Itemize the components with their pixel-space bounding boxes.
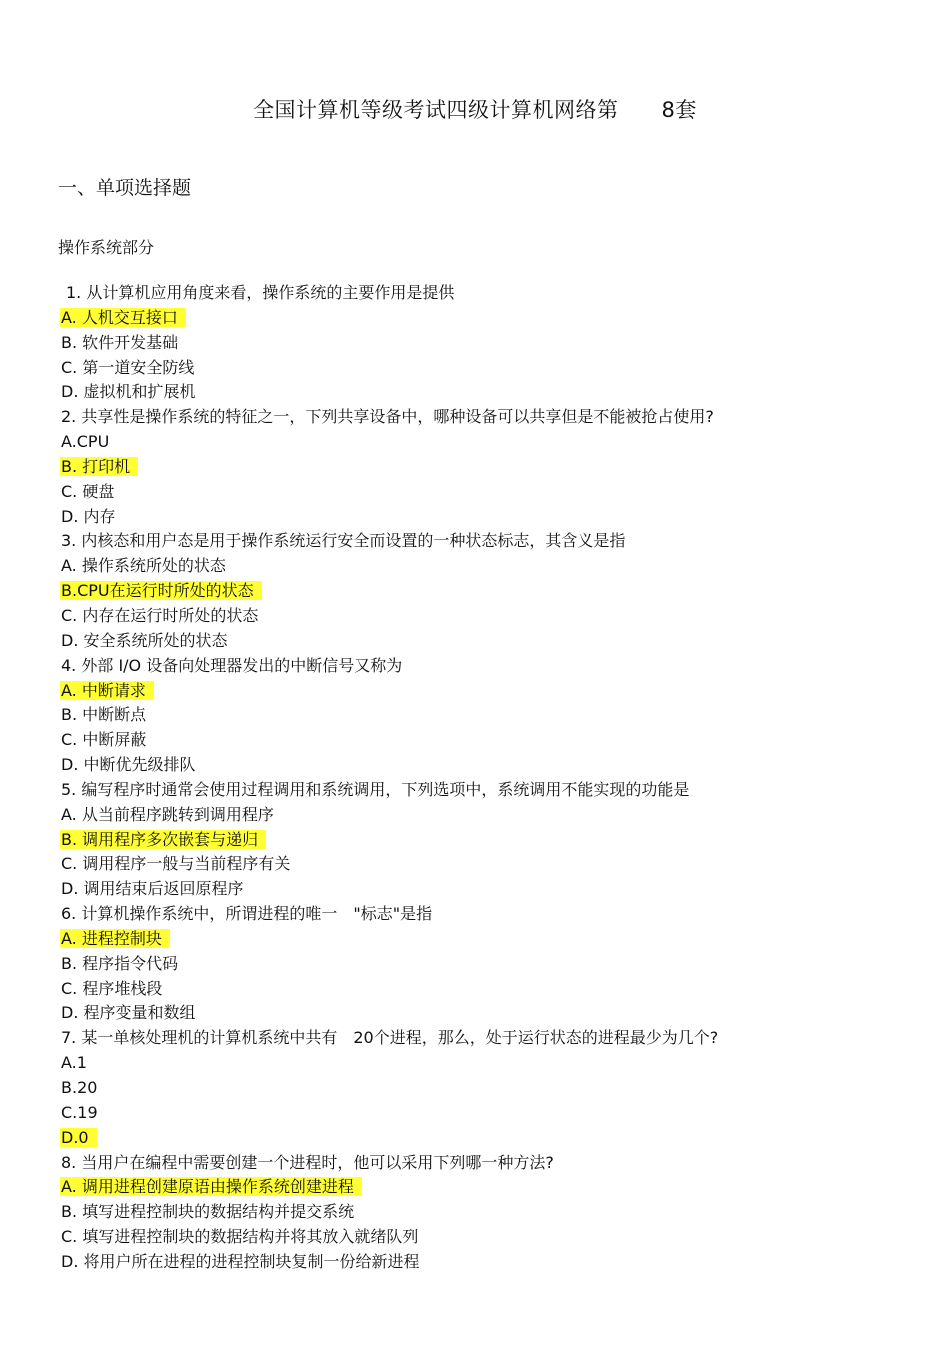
highlighted-answer: A. 调用进程创建原语由操作系统创建进程: [60, 1177, 362, 1196]
answer-option: [61, 1101, 921, 1126]
option-text: C. 硬盘: [61, 481, 115, 501]
option-text: D. 安全系统所处的状态: [61, 630, 228, 650]
answer-option: [61, 331, 921, 356]
highlighted-answer: A. 人机交互接口: [60, 308, 186, 327]
question-text: 7. 某一单核处理机的计算机系统中共有 20个进程，那么，处于运行状态的进程最少为几个?: [61, 1028, 719, 1048]
answer-option: [61, 703, 921, 728]
option-text: B. 填写进程控制块的数据结构并提交系统: [61, 1202, 355, 1222]
option-text: C. 程序堆栈段: [61, 978, 163, 998]
answer-option: [61, 380, 921, 405]
answer-option: [61, 505, 921, 530]
answer-option: [61, 1001, 921, 1026]
option-text: D. 调用结束后返回原程序: [61, 879, 244, 899]
option-text: C. 填写进程控制块的数据结构并将其放入就绪队列: [61, 1227, 419, 1247]
option-text: B.20: [61, 1078, 98, 1097]
answer-option: [61, 679, 921, 704]
option-text: C.19: [61, 1102, 98, 1122]
answer-option: [61, 952, 921, 977]
highlighted-answer: B. 调用程序多次嵌套与递归: [60, 830, 266, 849]
option-text: B. 程序指令代码: [61, 953, 179, 973]
question-text: 1. 从计算机应用角度来看，操作系统的主要作用是提供: [66, 283, 455, 302]
answer-option: [61, 356, 921, 381]
answer-option: [61, 455, 921, 480]
section-heading: 一、单项选择题: [58, 177, 192, 199]
question-text: 2. 共享性是操作系统的特征之一，下列共享设备中，哪种设备可以共享但是不能被抢占使用?: [61, 407, 714, 427]
option-text: A.CPU: [61, 432, 110, 452]
option-text: C. 调用程序一般与当前程序有关: [61, 854, 291, 874]
answer-option: [61, 1250, 921, 1275]
answer-option: [61, 430, 921, 455]
answer-option: [61, 1076, 921, 1101]
answer-option: [61, 1175, 921, 1200]
option-text: A. 操作系统所处的状态: [61, 556, 226, 576]
answer-option: [61, 753, 921, 778]
answer-option: [61, 1051, 921, 1076]
option-text: C. 中断屏蔽: [61, 730, 147, 750]
answer-option: [61, 1225, 921, 1250]
answer-option: [61, 480, 921, 505]
subsection-heading: 操作系统部分: [58, 238, 155, 257]
answer-option: [61, 579, 921, 604]
answer-option: [61, 828, 921, 853]
answer-option: [61, 803, 921, 828]
answer-option: [61, 1126, 921, 1151]
answer-option: [61, 1200, 921, 1225]
question-list: [61, 281, 921, 1275]
highlighted-answer: A. 进程控制块: [60, 929, 170, 948]
option-text: D. 内存: [61, 506, 116, 526]
option-text: D. 中断优先级排队: [61, 755, 196, 775]
option-text: B. 软件开发基础: [61, 332, 179, 352]
answer-option: [61, 977, 921, 1002]
highlighted-answer: A. 中断请求: [60, 681, 154, 700]
option-text: B. 中断断点: [61, 705, 147, 725]
highlighted-answer: B. 打印机: [60, 457, 138, 476]
option-text: A.1: [61, 1053, 87, 1073]
option-text: A. 从当前程序跳转到调用程序: [61, 804, 274, 824]
option-text: C. 第一道安全防线: [61, 357, 195, 377]
option-text: C. 内存在运行时所处的状态: [61, 605, 259, 625]
question-text: 8. 当用户在编程中需要创建一个进程时，他可以采用下列哪一种方法?: [61, 1152, 554, 1172]
option-text: D. 将用户所在进程的进程控制块复制一份给新进程: [61, 1251, 420, 1271]
answer-option: [61, 877, 921, 902]
option-text: D. 程序变量和数组: [61, 1003, 196, 1023]
question-text: 6. 计算机操作系统中，所谓进程的唯一 "标志"是指: [61, 904, 433, 924]
answer-option: [61, 306, 921, 331]
highlighted-answer: B.CPU在运行时所处的状态: [60, 581, 262, 600]
answer-option: [61, 728, 921, 753]
question-text: 4. 外部 I/O 设备向处理器发出的中断信号又称为: [61, 655, 403, 675]
question-text: 5. 编写程序时通常会使用过程调用和系统调用，下列选项中，系统调用不能实现的功能是: [61, 779, 690, 799]
question-text: 3. 内核态和用户态是用于操作系统运行安全而设置的一种状态标志，其含义是指: [61, 531, 626, 551]
answer-option: [61, 852, 921, 877]
answer-option: [61, 927, 921, 952]
answer-option: [61, 604, 921, 629]
option-text: D. 虚拟机和扩展机: [61, 382, 196, 402]
answer-option: [61, 554, 921, 579]
document-title: 全国计算机等级考试四级计算机网络第 8套: [253, 98, 697, 122]
answer-option: [61, 629, 921, 654]
highlighted-answer: D.0: [60, 1128, 97, 1147]
